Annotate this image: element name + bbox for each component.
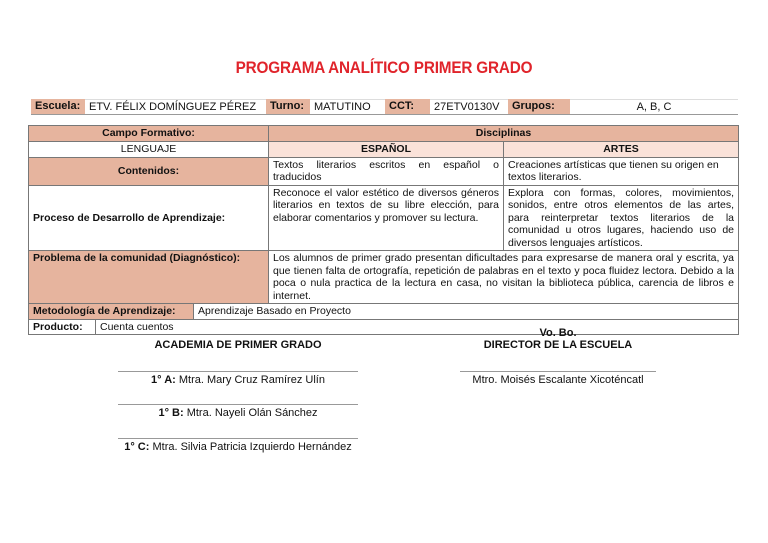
cct-label: CCT: <box>385 99 430 114</box>
group-b-label: 1° B: <box>158 407 184 419</box>
producto-value: Cuenta cuentos <box>96 319 739 335</box>
pda-label: Proceso de Desarrollo de Aprendizaje: <box>29 185 269 251</box>
school-info-bar <box>31 99 738 115</box>
disciplinas-label: Disciplinas <box>269 126 739 142</box>
escuela-label: Escuela: <box>31 99 85 114</box>
academia-title: ACADEMIA DE PRIMER GRADO <box>154 339 322 351</box>
turno-value: MATUTINO <box>310 99 385 114</box>
metodologia-label: Metodología de Aprendizaje: <box>29 304 194 320</box>
pda-artes: Explora con formas, colores, movimientos, sonidos, entre otros elementos de las artes, para reinterpretar textos literarios de la comunidad u otros lugares, haciendo uso de diversos lenguajes artísticos. <box>504 185 739 251</box>
grupos-label: Grupos: <box>508 99 570 114</box>
signature-director: Mtro. Moisés Escalante Xicoténcatl <box>460 371 656 386</box>
page-title: PROGRAMA ANALÍTICO PRIMER GRADO <box>235 58 533 77</box>
contenido-espanol: Textos literarios escritos en español o traducidos <box>269 157 504 185</box>
pda-espanol: Reconoce el valor estético de diversos géneros literarios en textos de su libre elección, para elaborar comentarios y promover su lectura. <box>269 185 504 251</box>
teacher-c: Mtra. Silvia Patricia Izquierdo Hernández <box>152 441 352 453</box>
artes-header: ARTES <box>504 142 739 158</box>
program-table <box>28 125 739 335</box>
turno-label: Turno: <box>266 99 310 114</box>
grupos-value: A, B, C <box>570 99 738 114</box>
campo-value: LENGUAJE <box>29 142 269 158</box>
problema-value: Los alumnos de primer grado presentan dificultades para expresarse de manera oral y escrita, ya que tienen falta de ortografía, repetición de palabras en el texto y poca fluidez lectora. Debido a la poca o nula practica de la lectura en casa, no visitan la biblioteca pública, carencia de libros e internet. <box>269 251 739 304</box>
signature-1b <box>118 404 358 419</box>
espanol-header: ESPAÑOL <box>269 142 504 158</box>
cct-value: 27ETV0130V <box>430 99 508 114</box>
group-c-label: 1° C: <box>124 441 150 453</box>
producto-label: Producto: <box>29 319 96 335</box>
contenido-artes: Creaciones artísticas que tienen su origen en textos literarios. <box>504 157 739 185</box>
signature-1a <box>118 371 358 386</box>
escuela-value: ETV. FÉLIX DOMÍNGUEZ PÉREZ <box>85 99 266 114</box>
contenidos-label: Contenidos: <box>29 157 269 185</box>
campo-label: Campo Formativo: <box>29 126 269 142</box>
problema-label: Problema de la comunidad (Diagnóstico): <box>29 251 269 304</box>
director-title: DIRECTOR DE LA ESCUELA <box>483 339 633 351</box>
vobo-label: Vo. Bo. <box>539 327 577 339</box>
metodologia-value: Aprendizaje Basado en Proyecto <box>194 304 739 320</box>
teacher-b: Mtra. Nayeli Olán Sánchez <box>186 407 318 419</box>
group-a-label: 1° A: <box>151 374 176 386</box>
teacher-a: Mtra. Mary Cruz Ramírez Ulín <box>178 374 325 386</box>
signature-1c <box>118 438 358 453</box>
